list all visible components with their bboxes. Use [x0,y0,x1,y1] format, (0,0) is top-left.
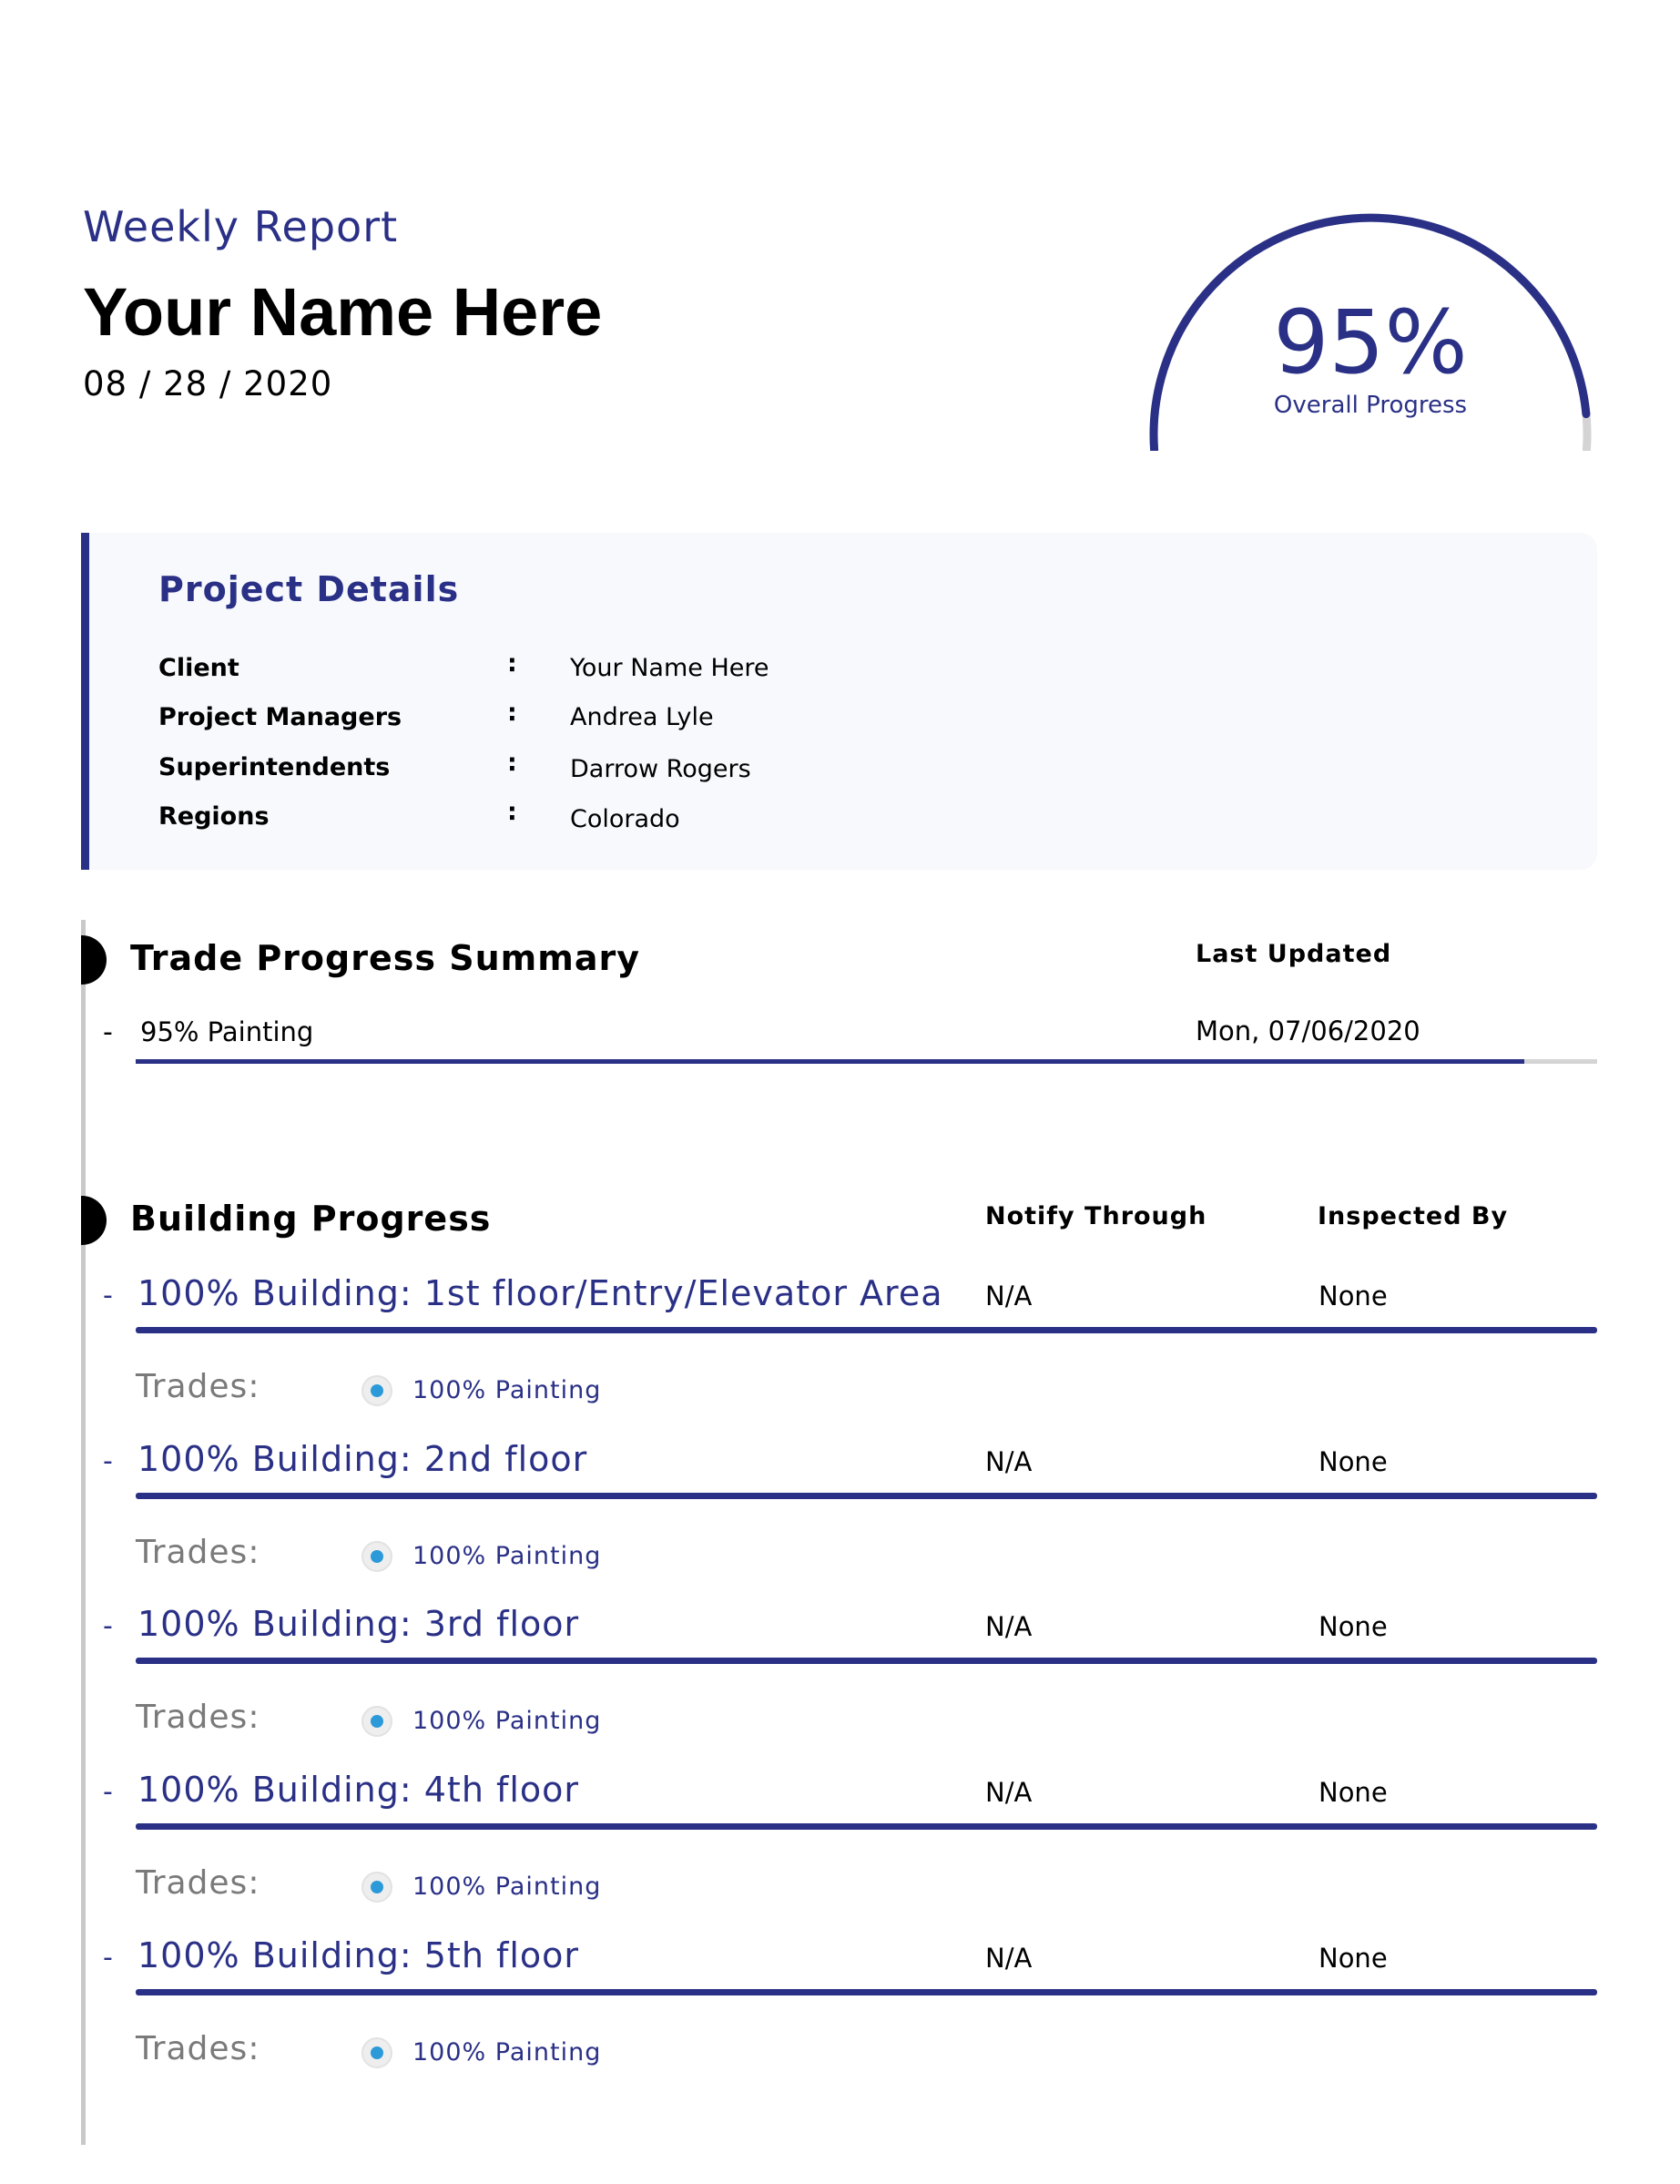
trade-radio-icon [361,2037,392,2068]
trade-progress-fill [136,1059,1524,1064]
detail-label-project-managers: Project Managers [158,703,402,731]
building-row-title: 100% Building: 2nd floor [137,1439,588,1479]
building-progress-bar [136,1327,1597,1333]
section-bullet [81,935,107,985]
trade-radio-icon [361,1872,392,1903]
overall-progress-label: Overall Progress [1273,392,1468,419]
trades-label: Trades: [136,1368,260,1405]
trade-item: 100% Painting [412,2038,602,2067]
detail-value-project-managers: Andrea Lyle [570,703,714,731]
trade-item: 100% Painting [412,1873,602,1901]
trades-label: Trades: [136,2030,260,2067]
building-progress-bar [136,1989,1597,1995]
detail-value-client: Your Name Here [570,654,769,682]
detail-label-superintendents: Superintendents [158,753,391,781]
trades-label: Trades: [136,1534,260,1571]
trade-radio-icon [361,1706,392,1737]
row-dash: - [103,1445,113,1477]
row-dash: - [103,1280,113,1311]
building-progress-bar [136,1823,1597,1830]
trade-item: 100% Painting [412,1707,602,1735]
last-updated-header: Last Updated [1196,940,1392,968]
inspected-by-header: Inspected By [1318,1202,1509,1230]
detail-colon: : [507,749,517,777]
building-notify: N/A [985,1777,1033,1808]
building-row-title: 100% Building: 5th floor [137,1935,580,1975]
building-progress-title: Building Progress [130,1199,492,1239]
building-notify: N/A [985,1446,1033,1477]
report-label: Weekly Report [83,202,399,251]
trade-summary-item: 95% Painting [140,1016,314,1047]
trade-summary-title: Trade Progress Summary [130,938,640,978]
detail-colon: : [507,699,517,727]
section-bullet [81,1196,107,1245]
detail-value-regions: Colorado [570,805,680,833]
row-dash: - [103,1016,113,1048]
building-notify: N/A [985,1611,1033,1642]
building-inspected: None [1319,1777,1388,1808]
overall-progress-value: 95% [1273,291,1468,393]
building-notify: N/A [985,1943,1033,1974]
building-progress-bar [136,1493,1597,1499]
row-dash: - [103,1942,113,1974]
report-name: Your Name Here [83,274,603,350]
trade-radio-icon [361,1375,392,1406]
trades-label: Trades: [136,1699,260,1736]
trade-progress-bar [136,1059,1597,1064]
trades-label: Trades: [136,1864,260,1902]
project-details-title: Project Details [158,569,460,609]
detail-label-regions: Regions [158,802,270,831]
trade-item: 100% Painting [412,1376,602,1404]
timeline-line [81,920,86,2145]
detail-colon: : [507,649,517,678]
building-notify: N/A [985,1281,1033,1311]
trade-radio-icon [361,1541,392,1572]
trade-last-updated: Mon, 07/06/2020 [1196,1015,1420,1046]
row-dash: - [103,1776,113,1808]
building-row-title: 100% Building: 1st floor/Entry/Elevator Area [137,1273,943,1313]
trade-item: 100% Painting [412,1542,602,1570]
detail-value-superintendents: Darrow Rogers [570,755,751,783]
building-row-title: 100% Building: 3rd floor [137,1604,580,1644]
notify-through-header: Notify Through [985,1202,1207,1230]
building-inspected: None [1319,1943,1388,1974]
report-date: 08 / 28 / 2020 [83,364,333,403]
building-row-title: 100% Building: 4th floor [137,1770,580,1810]
building-progress-bar [136,1658,1597,1664]
building-inspected: None [1319,1611,1388,1642]
row-dash: - [103,1610,113,1642]
building-inspected: None [1319,1281,1388,1311]
detail-label-client: Client [158,654,239,682]
detail-colon: : [507,798,517,826]
building-inspected: None [1319,1446,1388,1477]
